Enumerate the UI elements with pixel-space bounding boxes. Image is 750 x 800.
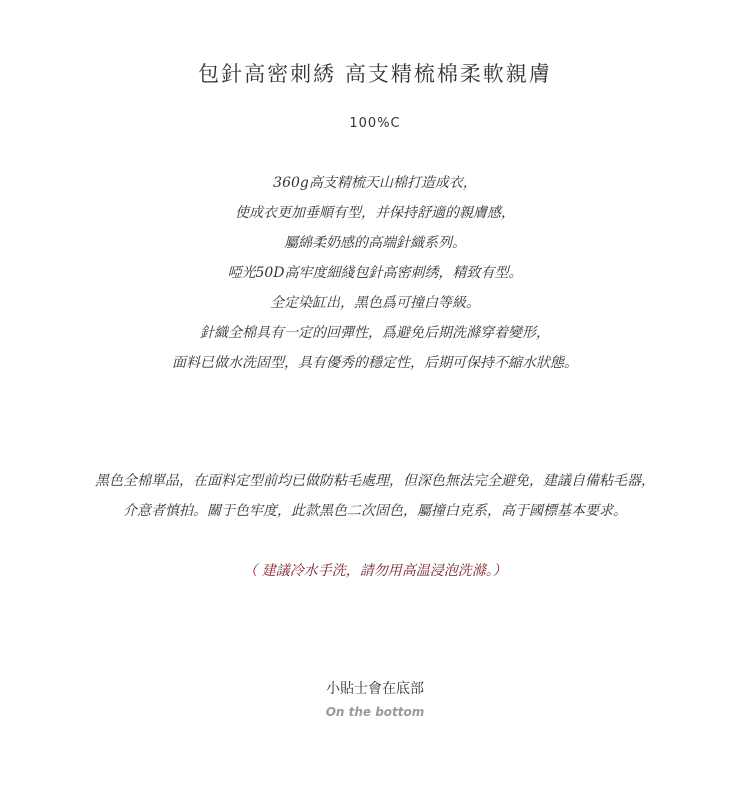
material-subtitle: 100%C <box>349 116 401 131</box>
tip-heading: 小貼士會在底部 <box>326 681 424 697</box>
feature-line: 針織全棉具有一定的回彈性，爲避免后期洗滌穿着變形， <box>200 325 550 341</box>
feature-line: 啞光50D高牢度細綫包針高密刺绣，精致有型。 <box>227 265 523 281</box>
wash-instruction: （ 建議冷水手洗，請勿用高温浸泡洗滌。） <box>243 563 507 579</box>
feature-line: 全定染缸出，黑色爲可撞白等級。 <box>270 295 480 311</box>
feature-line: 屬綿柔奶感的高端針織系列。 <box>284 235 466 251</box>
page-title: 包針高密刺綉 高支精梳棉柔軟親膚 <box>198 62 552 86</box>
notice-line: 黑色全棉單品，在面料定型前均已做防粘毛處理，但深色無法完全避免，建議自備粘毛器， <box>95 473 655 489</box>
tip-subheading: On the bottom <box>325 705 425 719</box>
feature-list <box>0 168 750 378</box>
care-notice <box>0 466 750 526</box>
notice-line: 介意者慎拍。關于色牢度，此款黑色二次固色，屬撞白克系，高于國標基本要求。 <box>123 503 627 519</box>
feature-line: 使成衣更加垂順有型，并保持舒適的親膚感， <box>235 205 515 221</box>
feature-line: 360g高支精梳天山棉打造成衣， <box>273 175 477 191</box>
feature-line: 面料已做水洗固型，具有優秀的穩定性，后期可保持不縮水狀態。 <box>172 355 578 371</box>
